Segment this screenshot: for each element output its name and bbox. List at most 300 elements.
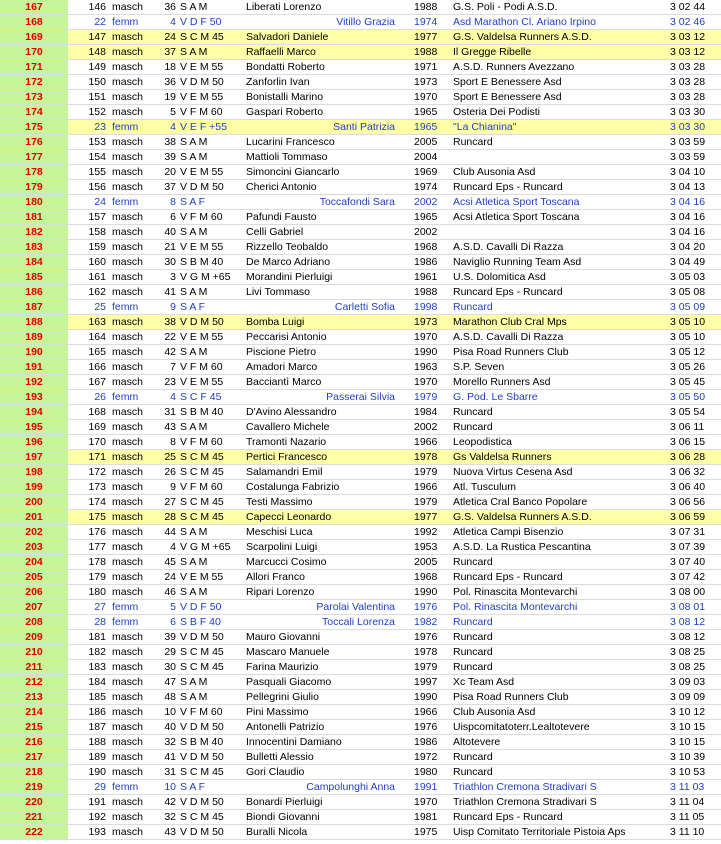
birth-year-cell: 1976 [414, 601, 438, 613]
finish-time-cell: 3 11 04 [670, 796, 705, 808]
position-cell: 182 [0, 225, 68, 239]
athlete-name-cell: Salamandri Emil [246, 466, 323, 478]
position-cell: 203 [0, 540, 68, 554]
position-cell: 174 [0, 105, 68, 119]
table-row [0, 540, 721, 555]
finish-time-cell: 3 05 12 [670, 346, 706, 358]
table-row [0, 675, 721, 690]
category-cell: S A M [180, 586, 208, 598]
table-row [0, 405, 721, 420]
birth-year-cell: 1982 [414, 616, 438, 628]
birth-year-cell: 1978 [414, 451, 438, 463]
athlete-name-cell: Marcucci Cosimo [246, 556, 327, 568]
table-row [0, 255, 721, 270]
position-cell: 195 [0, 420, 68, 434]
category-cell: V F M 60 [180, 361, 223, 373]
category-cell: S B M 40 [180, 406, 224, 418]
table-row [0, 465, 721, 480]
finish-time-cell: 3 03 30 [670, 106, 706, 118]
position-cell: 187 [0, 300, 68, 314]
gender-cell: masch [112, 481, 143, 493]
position-cell: 183 [0, 240, 68, 254]
gender-cell: masch [112, 361, 143, 373]
table-row [0, 450, 721, 465]
table-row [0, 210, 721, 225]
position-cell: 207 [0, 600, 68, 614]
gender-cell: masch [112, 106, 143, 118]
category-cell: S A M [180, 556, 208, 568]
position-cell: 189 [0, 330, 68, 344]
position-cell: 179 [0, 180, 68, 194]
category-rank-cell: 38 [164, 136, 176, 148]
birth-year-cell: 1970 [414, 91, 438, 103]
category-rank-cell: 4 [170, 121, 176, 133]
finish-time-cell: 3 10 53 [670, 766, 706, 778]
gender-cell: masch [112, 331, 143, 343]
birth-year-cell: 1981 [414, 811, 438, 823]
category-cell: V E M 55 [180, 331, 224, 343]
athlete-name-cell: Pellegrini Giulio [246, 691, 319, 703]
category-cell: V E M 55 [180, 376, 224, 388]
team-cell: Runcard Eps - Runcard [453, 811, 563, 823]
athlete-name-cell: Biondi Giovanni [246, 811, 320, 823]
team-cell: Runcard [453, 136, 493, 148]
gender-cell: masch [112, 271, 143, 283]
category-cell: V E M 55 [180, 91, 224, 103]
finish-time-cell: 3 04 10 [670, 166, 706, 178]
position-cell: 214 [0, 705, 68, 719]
category-rank-cell: 40 [164, 226, 176, 238]
bib-number-cell: 146 [88, 1, 106, 13]
category-cell: V G M +65 [180, 271, 231, 283]
birth-year-cell: 1986 [414, 256, 438, 268]
table-row [0, 615, 721, 630]
athlete-name-cell: Raffaelli Marco [246, 46, 316, 58]
birth-year-cell: 1974 [414, 16, 438, 28]
athlete-name-cell: Amadori Marco [246, 361, 318, 373]
team-cell: Runcard [453, 631, 493, 643]
table-row [0, 45, 721, 60]
bib-number-cell: 177 [88, 541, 106, 553]
table-row [0, 0, 721, 15]
finish-time-cell: 3 10 15 [670, 736, 706, 748]
bib-number-cell: 185 [88, 691, 106, 703]
athlete-name-cell: Costalunga Fabrizio [246, 481, 340, 493]
gender-cell: masch [112, 346, 143, 358]
birth-year-cell: 1976 [414, 721, 438, 733]
category-rank-cell: 10 [164, 781, 176, 793]
bib-number-cell: 156 [88, 181, 106, 193]
athlete-name-cell: Mascaro Manuele [246, 646, 330, 658]
bib-number-cell: 147 [88, 31, 106, 43]
category-rank-cell: 39 [164, 631, 176, 643]
birth-year-cell: 1979 [414, 391, 438, 403]
athlete-name-cell: Capecci Leonardo [246, 511, 332, 523]
table-row [0, 270, 721, 285]
athlete-name-cell: Antonelli Patrizio [246, 721, 325, 733]
category-cell: S A F [180, 196, 206, 208]
finish-time-cell: 3 11 10 [670, 826, 705, 838]
birth-year-cell: 1963 [414, 361, 438, 373]
category-cell: S A M [180, 691, 208, 703]
team-cell: Runcard [453, 646, 493, 658]
table-row [0, 105, 721, 120]
gender-cell: masch [112, 811, 143, 823]
finish-time-cell: 3 07 42 [670, 571, 706, 583]
position-cell: 185 [0, 270, 68, 284]
athlete-name-cell: Testi Massimo [246, 496, 313, 508]
gender-cell: masch [112, 541, 143, 553]
category-cell: S C M 45 [180, 766, 224, 778]
finish-time-cell: 3 05 54 [670, 406, 706, 418]
table-row [0, 135, 721, 150]
position-cell: 200 [0, 495, 68, 509]
category-cell: S B M 40 [180, 736, 224, 748]
team-cell: U.S. Dolomitica Asd [453, 271, 546, 283]
category-cell: S C M 45 [180, 661, 224, 673]
category-rank-cell: 41 [164, 751, 176, 763]
athlete-name-cell: Passerai Silvia [326, 391, 395, 403]
birth-year-cell: 1970 [414, 376, 438, 388]
category-rank-cell: 37 [164, 46, 176, 58]
category-cell: S A F [180, 781, 206, 793]
athlete-name-cell: Piscione Pietro [246, 346, 317, 358]
gender-cell: masch [112, 646, 143, 658]
team-cell: A.S.D. La Rustica Pescantina [453, 541, 591, 553]
category-rank-cell: 30 [164, 256, 176, 268]
table-row [0, 435, 721, 450]
position-cell: 194 [0, 405, 68, 419]
finish-time-cell: 3 06 15 [670, 436, 706, 448]
gender-cell: masch [112, 661, 143, 673]
category-cell: V D M 50 [180, 316, 224, 328]
birth-year-cell: 2002 [414, 421, 438, 433]
category-cell: S A F [180, 301, 206, 313]
birth-year-cell: 2002 [414, 196, 438, 208]
team-cell: Sport E Benessere Asd [453, 76, 562, 88]
category-cell: V F M 60 [180, 106, 223, 118]
table-row [0, 525, 721, 540]
athlete-name-cell: Bonistalli Marino [246, 91, 324, 103]
category-rank-cell: 18 [164, 61, 176, 73]
team-cell: G. Pod. Le Sbarre [453, 391, 538, 403]
team-cell: Atletica Campi Bisenzio [453, 526, 564, 538]
gender-cell: masch [112, 286, 143, 298]
bib-number-cell: 181 [88, 631, 106, 643]
table-row [0, 165, 721, 180]
category-rank-cell: 41 [164, 286, 176, 298]
finish-time-cell: 3 11 03 [670, 781, 705, 793]
team-cell: Osteria Dei Podisti [453, 106, 540, 118]
position-cell: 198 [0, 465, 68, 479]
category-cell: V G M +65 [180, 541, 231, 553]
gender-cell: femm [112, 781, 139, 793]
athlete-name-cell: Gori Claudio [246, 766, 305, 778]
team-cell: Asd Marathon Cl. Ariano Irpino [453, 16, 596, 28]
bib-number-cell: 157 [88, 211, 106, 223]
position-cell: 204 [0, 555, 68, 569]
category-cell: V F M 60 [180, 436, 223, 448]
birth-year-cell: 1979 [414, 661, 438, 673]
category-cell: S A M [180, 136, 208, 148]
team-cell: Marathon Club Cral Mps [453, 316, 567, 328]
gender-cell: femm [112, 391, 139, 403]
category-cell: S C M 45 [180, 496, 224, 508]
athlete-name-cell: Bacciantì Marco [246, 376, 322, 388]
team-cell: "La Chianina" [453, 121, 517, 133]
bib-number-cell: 160 [88, 256, 106, 268]
team-cell: Runcard [453, 301, 493, 313]
table-row [0, 480, 721, 495]
athlete-name-cell: De Marco Adriano [246, 256, 331, 268]
category-cell: V D F 50 [180, 16, 222, 28]
athlete-name-cell: Farina Maurizio [246, 661, 319, 673]
table-row [0, 195, 721, 210]
category-rank-cell: 25 [164, 451, 176, 463]
table-row [0, 750, 721, 765]
table-row [0, 570, 721, 585]
athlete-name-cell: Pini Massimo [246, 706, 309, 718]
team-cell: Altotevere [453, 736, 501, 748]
category-rank-cell: 43 [164, 421, 176, 433]
category-rank-cell: 9 [170, 481, 176, 493]
birth-year-cell: 1961 [414, 271, 438, 283]
bib-number-cell: 169 [88, 421, 106, 433]
position-cell: 177 [0, 150, 68, 164]
category-cell: S C M 45 [180, 646, 224, 658]
table-row [0, 90, 721, 105]
category-rank-cell: 44 [164, 526, 176, 538]
position-cell: 201 [0, 510, 68, 524]
birth-year-cell: 1966 [414, 436, 438, 448]
finish-time-cell: 3 03 59 [670, 136, 706, 148]
category-cell: S C M 45 [180, 811, 224, 823]
birth-year-cell: 2005 [414, 556, 438, 568]
category-rank-cell: 21 [164, 241, 176, 253]
birth-year-cell: 1973 [414, 76, 438, 88]
bib-number-cell: 184 [88, 676, 106, 688]
bib-number-cell: 27 [94, 601, 106, 613]
athlete-name-cell: Bulletti Alessio [246, 751, 314, 763]
category-cell: S C M 45 [180, 466, 224, 478]
bib-number-cell: 183 [88, 661, 106, 673]
finish-time-cell: 3 03 12 [670, 31, 706, 43]
finish-time-cell: 3 08 00 [670, 586, 706, 598]
bib-number-cell: 153 [88, 136, 106, 148]
position-cell: 222 [0, 825, 68, 839]
category-rank-cell: 19 [164, 91, 176, 103]
category-rank-cell: 26 [164, 466, 176, 478]
birth-year-cell: 1990 [414, 586, 438, 598]
finish-time-cell: 3 05 45 [670, 376, 706, 388]
team-cell: Club Ausonia Asd [453, 166, 536, 178]
bib-number-cell: 193 [88, 826, 106, 838]
birth-year-cell: 1990 [414, 691, 438, 703]
birth-year-cell: 1966 [414, 706, 438, 718]
athlete-name-cell: Vitillo Grazia [336, 16, 395, 28]
category-cell: V D M 50 [180, 631, 224, 643]
team-cell: Runcard [453, 406, 493, 418]
athlete-name-cell: Innocentini Damiano [246, 736, 342, 748]
position-cell: 178 [0, 165, 68, 179]
team-cell: G.S. Valdelsa Runners A.S.D. [453, 31, 592, 43]
gender-cell: masch [112, 421, 143, 433]
finish-time-cell: 3 06 32 [670, 466, 706, 478]
finish-time-cell: 3 08 01 [670, 601, 706, 613]
finish-time-cell: 3 03 28 [670, 91, 706, 103]
bib-number-cell: 187 [88, 721, 106, 733]
athlete-name-cell: Pasquali Giacomo [246, 676, 332, 688]
bib-number-cell: 162 [88, 286, 106, 298]
bib-number-cell: 170 [88, 436, 106, 448]
team-cell: Runcard Eps - Runcard [453, 181, 563, 193]
team-cell: Il Gregge Ribelle [453, 46, 532, 58]
bib-number-cell: 190 [88, 766, 106, 778]
position-cell: 172 [0, 75, 68, 89]
team-cell: A.S.D. Cavalli Di Razza [453, 331, 564, 343]
team-cell: Runcard [453, 766, 493, 778]
finish-time-cell: 3 04 16 [670, 226, 706, 238]
finish-time-cell: 3 02 44 [670, 1, 706, 13]
position-cell: 186 [0, 285, 68, 299]
bib-number-cell: 159 [88, 241, 106, 253]
gender-cell: masch [112, 1, 143, 13]
finish-time-cell: 3 04 16 [670, 211, 706, 223]
category-cell: S A M [180, 526, 208, 538]
category-rank-cell: 37 [164, 181, 176, 193]
athlete-name-cell: Bomba Luigi [246, 316, 305, 328]
finish-time-cell: 3 06 28 [670, 451, 706, 463]
bib-number-cell: 149 [88, 61, 106, 73]
team-cell: Atl. Tusculum [453, 481, 517, 493]
position-cell: 196 [0, 435, 68, 449]
category-cell: V F M 60 [180, 706, 223, 718]
category-rank-cell: 10 [164, 706, 176, 718]
athlete-name-cell: Tramonti Nazario [246, 436, 327, 448]
position-cell: 210 [0, 645, 68, 659]
finish-time-cell: 3 07 40 [670, 556, 706, 568]
position-cell: 209 [0, 630, 68, 644]
table-row [0, 510, 721, 525]
athlete-name-cell: Ripari Lorenzo [246, 586, 315, 598]
gender-cell: femm [112, 121, 139, 133]
category-cell: S C M 45 [180, 31, 224, 43]
athlete-name-cell: Mattioli Tommaso [246, 151, 328, 163]
gender-cell: masch [112, 316, 143, 328]
athlete-name-cell: Salvadori Daniele [246, 31, 329, 43]
birth-year-cell: 2005 [414, 136, 438, 148]
position-cell: 215 [0, 720, 68, 734]
table-row [0, 600, 721, 615]
position-cell: 181 [0, 210, 68, 224]
bib-number-cell: 173 [88, 481, 106, 493]
finish-time-cell: 3 03 59 [670, 151, 706, 163]
athlete-name-cell: Bondatti Roberto [246, 61, 325, 73]
table-row [0, 375, 721, 390]
athlete-name-cell: Scarpolini Luigi [246, 541, 318, 553]
category-cell: S C M 45 [180, 511, 224, 523]
position-cell: 211 [0, 660, 68, 674]
category-cell: S A M [180, 151, 208, 163]
team-cell: Triathlon Cremona Stradivari S [453, 796, 597, 808]
athlete-name-cell: Toccali Lorenza [322, 616, 395, 628]
birth-year-cell: 1968 [414, 571, 438, 583]
category-rank-cell: 42 [164, 346, 176, 358]
athlete-name-cell: Meschisi Luca [246, 526, 313, 538]
position-cell: 167 [0, 0, 68, 14]
category-cell: S A M [180, 286, 208, 298]
finish-time-cell: 3 10 15 [670, 721, 706, 733]
position-cell: 205 [0, 570, 68, 584]
bib-number-cell: 179 [88, 571, 106, 583]
table-row [0, 315, 721, 330]
birth-year-cell: 1979 [414, 466, 438, 478]
category-cell: S A M [180, 226, 208, 238]
bib-number-cell: 168 [88, 406, 106, 418]
table-row [0, 795, 721, 810]
position-cell: 208 [0, 615, 68, 629]
category-rank-cell: 29 [164, 646, 176, 658]
team-cell: A.S.D. Runners Avezzano [453, 61, 575, 73]
bib-number-cell: 148 [88, 46, 106, 58]
table-row [0, 180, 721, 195]
birth-year-cell: 1969 [414, 166, 438, 178]
team-cell: Runcard [453, 616, 493, 628]
category-cell: S B F 40 [180, 616, 221, 628]
position-cell: 190 [0, 345, 68, 359]
bib-number-cell: 176 [88, 526, 106, 538]
category-cell: V E M 55 [180, 61, 224, 73]
table-row [0, 300, 721, 315]
category-rank-cell: 28 [164, 511, 176, 523]
table-row [0, 705, 721, 720]
gender-cell: masch [112, 226, 143, 238]
team-cell: Runcard Eps - Runcard [453, 571, 563, 583]
gender-cell: masch [112, 706, 143, 718]
birth-year-cell: 1978 [414, 646, 438, 658]
gender-cell: masch [112, 436, 143, 448]
category-rank-cell: 20 [164, 166, 176, 178]
table-row [0, 825, 721, 840]
team-cell: A.S.D. Cavalli Di Razza [453, 241, 564, 253]
birth-year-cell: 1980 [414, 766, 438, 778]
category-rank-cell: 3 [170, 271, 176, 283]
team-cell: Runcard Eps - Runcard [453, 286, 563, 298]
category-cell: V E F +55 [180, 121, 227, 133]
category-rank-cell: 45 [164, 556, 176, 568]
birth-year-cell: 1970 [414, 331, 438, 343]
bib-number-cell: 158 [88, 226, 106, 238]
category-cell: S A M [180, 1, 208, 13]
bib-number-cell: 172 [88, 466, 106, 478]
birth-year-cell: 1992 [414, 526, 438, 538]
team-cell: G.S. Valdelsa Runners A.S.D. [453, 511, 592, 523]
bib-number-cell: 25 [94, 301, 106, 313]
team-cell: Runcard [453, 751, 493, 763]
category-cell: V E M 55 [180, 241, 224, 253]
table-row [0, 645, 721, 660]
gender-cell: masch [112, 136, 143, 148]
category-rank-cell: 36 [164, 76, 176, 88]
team-cell: Runcard [453, 661, 493, 673]
table-row [0, 345, 721, 360]
finish-time-cell: 3 05 50 [670, 391, 706, 403]
position-cell: 188 [0, 315, 68, 329]
team-cell: Acsi Atletica Sport Toscana [453, 211, 580, 223]
finish-time-cell: 3 07 31 [670, 526, 706, 538]
gender-cell: femm [112, 196, 139, 208]
position-cell: 176 [0, 135, 68, 149]
